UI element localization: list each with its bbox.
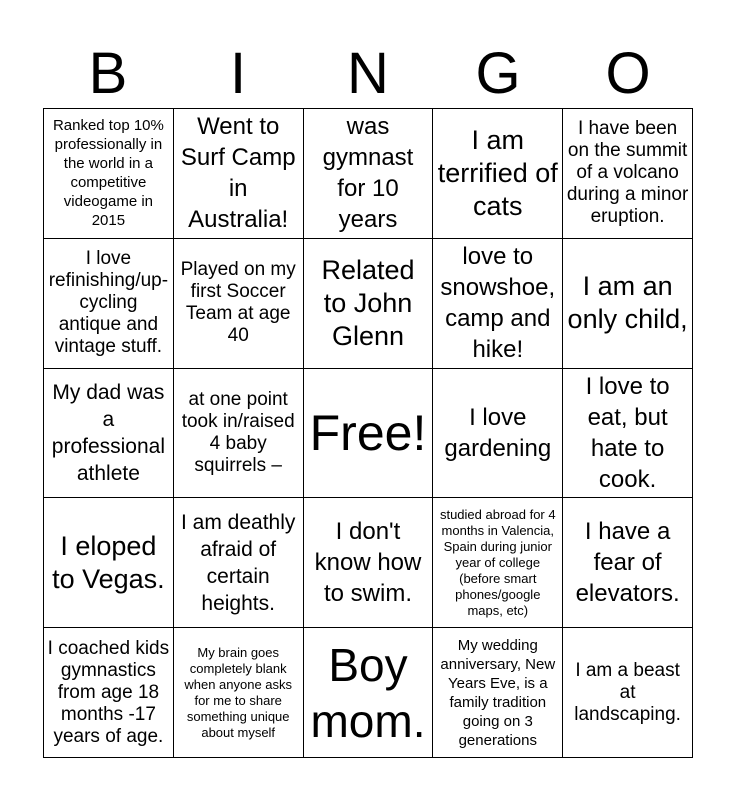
- bingo-cell[interactable]: [44, 498, 174, 628]
- cell-text: Related to John Glenn: [321, 254, 415, 351]
- cell-text: I am deathly afraid of certain heights.: [180, 510, 296, 615]
- header-letter-g: G: [475, 41, 521, 106]
- bingo-cell[interactable]: [563, 239, 693, 369]
- bingo-cell-free[interactable]: [304, 369, 434, 499]
- cell-text: I coached kids gymnastics from age 18 months -17 years of age.: [47, 637, 170, 747]
- bingo-cell[interactable]: [433, 109, 563, 239]
- cell-text: My brain goes completely blank when anyone asks for me to share something unique about myself: [184, 644, 293, 740]
- bingo-cell[interactable]: [44, 369, 174, 499]
- cell-text: Free!: [309, 404, 427, 461]
- cell-text: I love to eat, but hate to cook.: [585, 373, 670, 493]
- bingo-cell[interactable]: [563, 498, 693, 628]
- cell-text: I love gardening: [444, 403, 552, 462]
- cell-text: Boy mom.: [310, 638, 426, 747]
- bingo-cell[interactable]: [304, 498, 434, 628]
- bingo-cell[interactable]: [433, 628, 563, 758]
- bingo-cell[interactable]: [433, 369, 563, 499]
- bingo-cell[interactable]: [44, 109, 174, 239]
- bingo-cell[interactable]: [563, 109, 693, 239]
- bingo-cell[interactable]: [174, 498, 304, 628]
- bingo-cell[interactable]: [563, 369, 693, 499]
- cell-text: My dad was a professional athlete: [51, 380, 166, 485]
- cell-text: I have been on the summit of a volcano during a minor eruption.: [566, 118, 689, 228]
- bingo-cell[interactable]: [174, 369, 304, 499]
- cell-text: I don't know how to swim.: [314, 518, 422, 608]
- cell-text: I am an only child,: [567, 271, 688, 335]
- cell-text: Played on my first Soccer Team at age 40: [180, 259, 296, 347]
- bingo-cell[interactable]: [304, 109, 434, 239]
- bingo-cell[interactable]: [563, 628, 693, 758]
- bingo-grid: [43, 108, 693, 758]
- bingo-cell[interactable]: [174, 628, 304, 758]
- cell-text: I have a fear of elevators.: [575, 518, 680, 608]
- cell-text: at one point took in/raised 4 baby squirrels –: [181, 388, 295, 476]
- cell-text: I am terrified of cats: [437, 124, 558, 221]
- cell-text: love to snowshoe, camp and hike!: [440, 243, 556, 364]
- cell-text: I eloped to Vegas.: [52, 530, 165, 594]
- header-letter-n: N: [347, 41, 389, 106]
- bingo-cell[interactable]: [174, 239, 304, 369]
- bingo-cell[interactable]: [433, 239, 563, 369]
- cell-text: studied abroad for 4 months in Valencia, Spain during junior year of college (before smart phones/google maps, etc): [439, 506, 556, 618]
- bingo-header: [43, 40, 693, 108]
- bingo-cell[interactable]: [304, 628, 434, 758]
- cell-text: Ranked top 10% professionally in the world in a competitive videogame in 2015: [52, 117, 164, 230]
- bingo-cell[interactable]: [44, 239, 174, 369]
- bingo-cell[interactable]: [174, 109, 304, 239]
- cell-text: I love refinishing/up-cycling antique and vintage stuff.: [48, 248, 169, 358]
- header-letter-b: B: [88, 41, 128, 106]
- bingo-cell[interactable]: [433, 498, 563, 628]
- cell-text: I am a beast at landscaping.: [574, 659, 681, 725]
- cell-text: My wedding anniversary, New Years Eve, is a family tradition going on 3 generations: [440, 636, 556, 749]
- header-letter-i: I: [229, 41, 247, 106]
- cell-text: was gymnast for 10 years: [322, 113, 414, 234]
- cell-text: Went to Surf Camp in Australia!: [180, 113, 296, 234]
- bingo-cell[interactable]: [44, 628, 174, 758]
- bingo-cell[interactable]: [304, 239, 434, 369]
- header-letter-o: O: [605, 41, 651, 106]
